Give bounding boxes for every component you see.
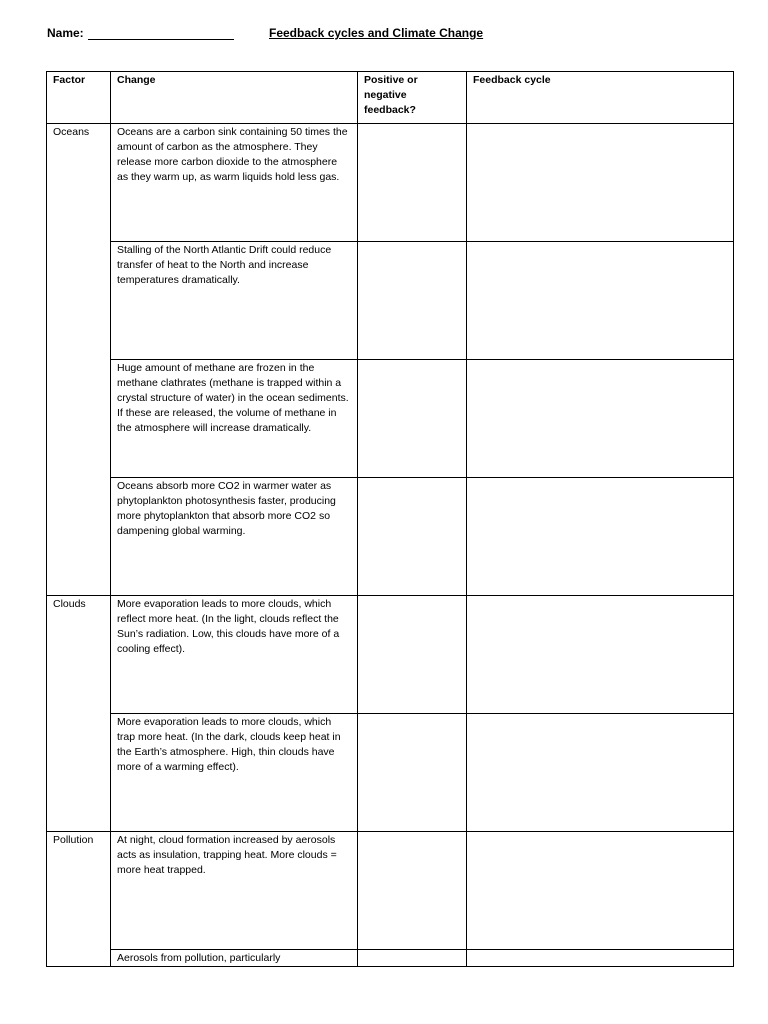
header-factor: Factor (47, 72, 111, 124)
feedback-type-cell[interactable] (358, 360, 467, 478)
factor-clouds: Clouds (47, 596, 111, 832)
feedback-cycle-cell[interactable] (467, 832, 734, 950)
feedback-cycle-cell[interactable] (467, 714, 734, 832)
table-row (47, 478, 734, 596)
table-row (47, 360, 734, 478)
feedback-cycle-cell[interactable] (467, 950, 734, 967)
feedback-type-cell[interactable] (358, 950, 467, 967)
header-feedback-cycle: Feedback cycle (467, 72, 734, 124)
feedback-type-cell[interactable] (358, 242, 467, 360)
feedback-type-cell[interactable] (358, 714, 467, 832)
feedback-cycle-cell[interactable] (467, 596, 734, 714)
feedback-cycle-cell[interactable] (467, 124, 734, 242)
feedback-type-cell[interactable] (358, 832, 467, 950)
feedback-cycle-cell[interactable] (467, 242, 734, 360)
name-label: Name: (47, 26, 84, 40)
worksheet-title: Feedback cycles and Climate Change (269, 26, 484, 40)
table-row (47, 242, 734, 360)
feedback-type-cell[interactable] (358, 478, 467, 596)
table-header-row (47, 72, 734, 124)
change-cell: Stalling of the North Atlantic Drift could reduce transfer of heat to the North and increase temperatures dramatically. (111, 242, 358, 360)
change-cell: More evaporation leads to more clouds, which reflect more heat. (In the light, clouds reflect the Sun’s radiation. Low, this clouds have more of a cooling effect). (111, 596, 358, 714)
table-row (47, 714, 734, 832)
change-cell: Oceans are a carbon sink containing 50 times the amount of carbon as the atmosphere. They release more carbon dioxide to the atmosphere as they warm up, as warm liquids hold less gas. (111, 124, 358, 242)
change-cell: Aerosols from pollution, particularly (111, 950, 358, 967)
change-cell: At night, cloud formation increased by aerosols acts as insulation, trapping heat. More clouds = more heat trapped. (111, 832, 358, 950)
name-blank-line (88, 39, 234, 40)
table-row (47, 950, 734, 967)
table-row (47, 832, 734, 950)
feedback-type-cell[interactable] (358, 124, 467, 242)
feedback-cycle-cell[interactable] (467, 478, 734, 596)
table-row (47, 124, 734, 242)
feedback-cycle-cell[interactable] (467, 360, 734, 478)
change-cell: Oceans absorb more CO2 in warmer water as phytoplankton photosynthesis faster, producing more phytoplankton that absorb more CO2 so dampening global warming. (111, 478, 358, 596)
feedback-table (46, 71, 734, 967)
change-cell: Huge amount of methane are frozen in the methane clathrates (methane is trapped within a crystal structure of water) in the ocean sediments. If these are released, the volume of methane in the atmosphere will increase dramatically. (111, 360, 358, 478)
table-row (47, 596, 734, 714)
feedback-type-cell[interactable] (358, 596, 467, 714)
change-cell: More evaporation leads to more clouds, which trap more heat. (In the dark, clouds keep heat in the Earth’s atmosphere. High, thin clouds have more of a warming effect). (111, 714, 358, 832)
header-change: Change (111, 72, 358, 124)
factor-pollution: Pollution (47, 832, 111, 967)
header-feedback-type: Positive or negative feedback? (358, 72, 467, 124)
factor-oceans: Oceans (47, 124, 111, 596)
